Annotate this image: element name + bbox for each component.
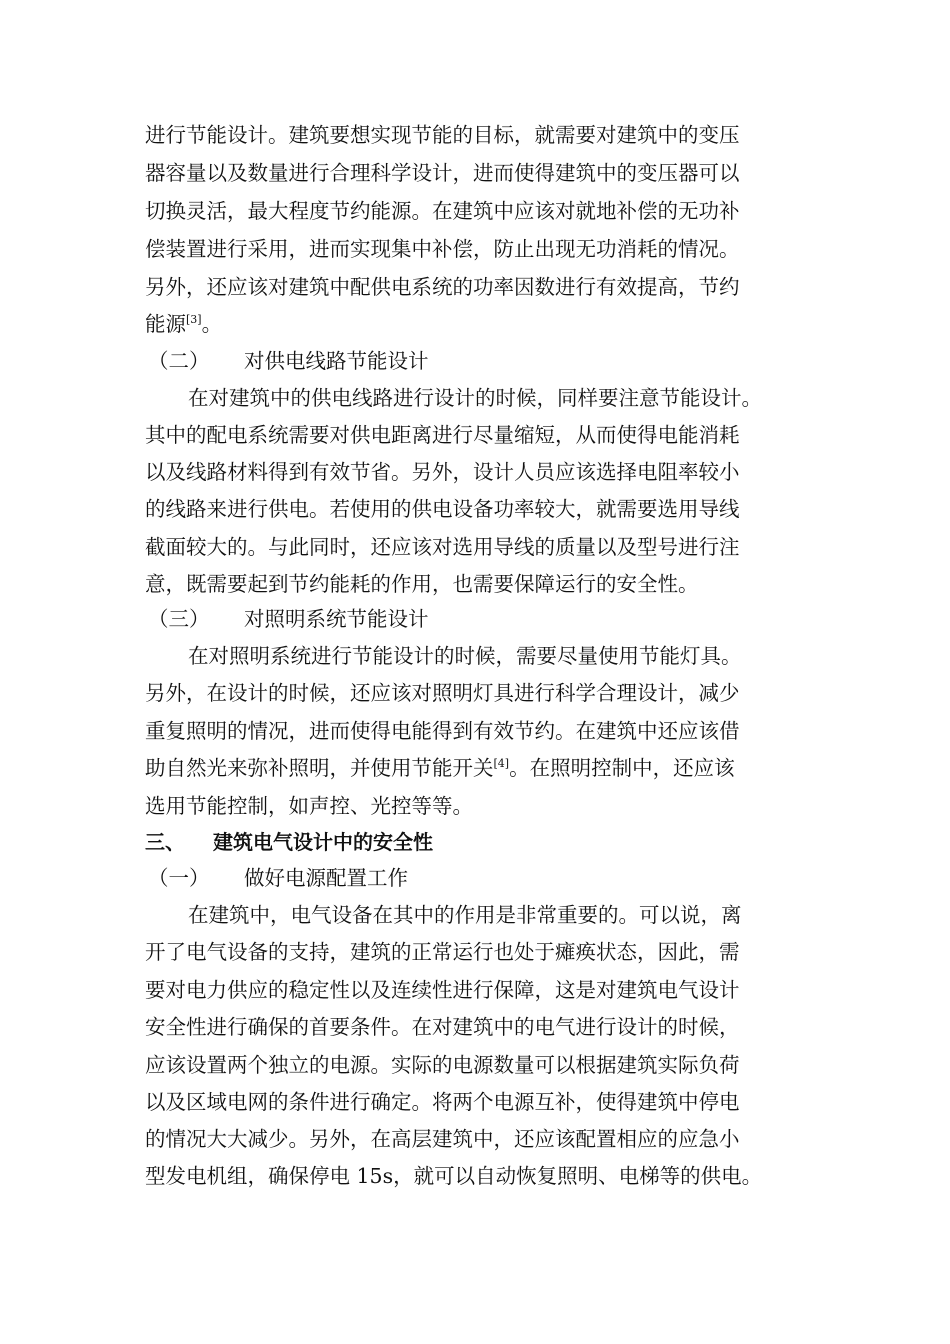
section-heading bbox=[145, 827, 433, 857]
paragraph-line: 应该设置两个独立的电源。实际的电源数量可以根据建筑实际负荷 bbox=[145, 1053, 740, 1077]
section-title: 建筑电气设计中的安全性 bbox=[213, 830, 433, 854]
paragraph-line: 选用节能控制，如声控、光控等等。 bbox=[145, 794, 473, 818]
paragraph-text: 助自然光来弥补照明，并使用节能开关 bbox=[145, 756, 494, 780]
paragraph-text: 。在照明控制中，还应该 bbox=[509, 756, 735, 780]
paragraph-line: 器容量以及数量进行合理科学设计，进而使得建筑中的变压器可以 bbox=[145, 161, 740, 185]
subsection-number: （二） bbox=[148, 349, 210, 373]
subsection-heading bbox=[148, 346, 429, 376]
subsection-title: 做好电源配置工作 bbox=[244, 866, 408, 890]
paragraph-line bbox=[145, 309, 222, 339]
paragraph-line: 的情况大大减少。另外，在高层建筑中，还应该配置相应的应急小 bbox=[145, 1127, 740, 1151]
paragraph-line: 切换灵活，最大程度节约能源。在建筑中应该对就地补偿的无功补 bbox=[145, 199, 740, 223]
subsection-heading bbox=[148, 604, 429, 634]
subsection-title: 对照明系统节能设计 bbox=[244, 607, 429, 631]
paragraph-line: 以及线路材料得到有效节省。另外，设计人员应该选择电阻率较小 bbox=[145, 460, 740, 484]
paragraph-line: 开了电气设备的支持，建筑的正常运行也处于瘫痪状态，因此，需 bbox=[145, 940, 740, 964]
paragraph-line: 要对电力供应的稳定性以及连续性进行保障，这是对建筑电气设计 bbox=[145, 978, 740, 1002]
paragraph-text: 能源 bbox=[145, 312, 186, 336]
paragraph-line: 进行节能设计。建筑要想实现节能的目标，就需要对建筑中的变压 bbox=[145, 123, 740, 147]
paragraph-line: 在对照明系统进行节能设计的时候，需要尽量使用节能灯具。 bbox=[188, 644, 742, 668]
citation-ref: [4] bbox=[493, 757, 510, 770]
paragraph-line: 偿装置进行采用，进而实现集中补偿，防止出现无功消耗的情况。 bbox=[145, 237, 740, 261]
citation-ref: [3] bbox=[186, 313, 202, 326]
paragraph-line: 型发电机组，确保停电 15s，就可以自动恢复照明、电梯等的供电。 bbox=[145, 1164, 763, 1188]
subsection-heading bbox=[148, 863, 408, 893]
paragraph-line: 在建筑中，电气设备在其中的作用是非常重要的。可以说，离 bbox=[188, 903, 742, 927]
paragraph-line: 另外，在设计的时候，还应该对照明灯具进行科学合理设计，减少 bbox=[145, 681, 740, 705]
paragraph-line: 以及区域电网的条件进行确定。将两个电源互补，使得建筑中停电 bbox=[145, 1090, 740, 1114]
paragraph-line: 另外，还应该对建筑中配供电系统的功率因数进行有效提高，节约 bbox=[145, 275, 740, 299]
paragraph-text: 。 bbox=[201, 312, 223, 336]
paragraph-line: 的线路来进行供电。若使用的供电设备功率较大，就需要选用导线 bbox=[145, 497, 740, 521]
paragraph-line bbox=[145, 753, 735, 783]
paragraph-line: 截面较大的。与此同时，还应该对选用导线的质量以及型号进行注 bbox=[145, 535, 740, 559]
paragraph-line: 意，既需要起到节约能耗的作用，也需要保障运行的安全性。 bbox=[145, 572, 699, 596]
subsection-title: 对供电线路节能设计 bbox=[244, 349, 429, 373]
paragraph-line: 安全性进行确保的首要条件。在对建筑中的电气进行设计的时候， bbox=[145, 1015, 740, 1039]
paragraph-line: 其中的配电系统需要对供电距离进行尽量缩短，从而使得电能消耗 bbox=[145, 423, 740, 447]
section-number: 三、 bbox=[145, 830, 185, 854]
subsection-number: （一） bbox=[148, 866, 210, 890]
paragraph-line: 重复照明的情况，进而使得电能得到有效节约。在建筑中还应该借 bbox=[145, 719, 740, 743]
paragraph-line: 在对建筑中的供电线路进行设计的时候，同样要注意节能设计。 bbox=[188, 386, 762, 410]
subsection-number: （三） bbox=[148, 607, 210, 631]
